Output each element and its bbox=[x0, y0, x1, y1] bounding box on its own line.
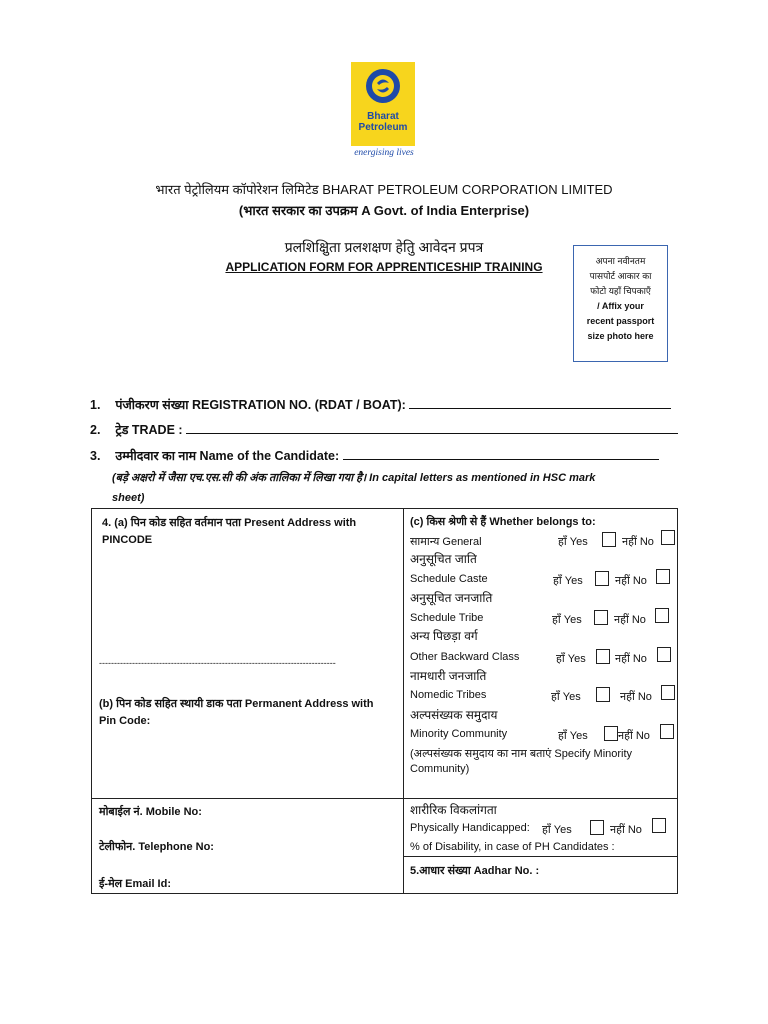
category-label: Schedule Tribe bbox=[410, 612, 484, 624]
photo-text-1: अपना नवीनतम bbox=[595, 256, 646, 266]
permanent-address-line-1: (b) पिन कोड सहित स्थायी डाक पता Permanent Address with bbox=[99, 698, 374, 710]
sc-hindi: अनुसूचित जाति bbox=[410, 552, 477, 566]
obc-hindi: अन्य पिछड़ा वर्ग bbox=[410, 629, 478, 643]
permanent-address-line-2: Pin Code: bbox=[99, 715, 151, 727]
aadhar-label[interactable]: 5.आधार संख्या Aadhar No. : bbox=[410, 865, 540, 877]
note-line-1: (बड़े अक्षरो में जैसा एच.एस.सी की अंक तालिका में लिखा गया है। In capital letters as mentioned in HSC mark bbox=[112, 472, 596, 484]
no-label: नहीं No bbox=[620, 691, 652, 703]
field-number-3: 3. bbox=[90, 449, 101, 463]
yes-checkbox[interactable] bbox=[604, 726, 618, 741]
bpcl-emblem-icon bbox=[365, 68, 401, 104]
yes-checkbox[interactable] bbox=[602, 532, 616, 547]
candidate-name-field[interactable] bbox=[90, 447, 659, 464]
capital-letters-note bbox=[112, 468, 672, 508]
category-heading: (c) किस श्रेणी से हैं Whether belongs to: bbox=[410, 516, 596, 528]
no-checkbox[interactable] bbox=[661, 685, 675, 700]
photo-text-6: size photo here bbox=[587, 331, 654, 341]
form-title-hindi: प्रलशिक्षिुता प्रलशक्षण हेतिु आवेदन प्रपत्र bbox=[284, 239, 484, 255]
category-row-obc bbox=[410, 648, 676, 668]
yes-checkbox[interactable] bbox=[594, 610, 608, 625]
minority-note-line-1: (अल्पसंख्यक समुदाय का नाम बताएं Specify Minority bbox=[410, 748, 633, 760]
form-title-english: APPLICATION FORM FOR APPRENTICESHIP TRAINING bbox=[225, 260, 543, 274]
email-label[interactable]: ई-मेल Email Id: bbox=[99, 878, 171, 890]
no-checkbox[interactable] bbox=[656, 569, 670, 584]
no-label: नहीं No bbox=[622, 536, 654, 548]
minority-note-line-2: Community) bbox=[410, 763, 470, 775]
candidate-name-label: उम्मीदवार का नाम Name of the Candidate: bbox=[115, 449, 343, 463]
note-line-2: sheet) bbox=[112, 492, 145, 504]
category-row-nt bbox=[410, 686, 676, 706]
yes-label: हाँ Yes bbox=[558, 536, 588, 548]
trade-blank[interactable] bbox=[186, 421, 678, 434]
no-checkbox[interactable] bbox=[660, 724, 674, 739]
no-label: नहीं No bbox=[615, 653, 647, 665]
registration-blank[interactable] bbox=[409, 396, 671, 409]
yes-label: हाँ Yes bbox=[542, 824, 572, 836]
trade-label: ट्रेड TRADE : bbox=[115, 423, 187, 437]
handicapped-row bbox=[410, 819, 676, 839]
permanent-address-label[interactable] bbox=[99, 696, 404, 730]
yes-label: हाँ Yes bbox=[558, 730, 588, 742]
yes-checkbox[interactable] bbox=[595, 571, 609, 586]
photo-box bbox=[573, 245, 668, 362]
st-hindi: अनुसूचित जनजाति bbox=[410, 591, 493, 605]
no-checkbox[interactable] bbox=[657, 647, 671, 662]
candidate-name-blank[interactable] bbox=[343, 447, 659, 460]
present-address-line-2: PINCODE bbox=[102, 534, 153, 546]
registration-field[interactable] bbox=[90, 396, 671, 413]
registration-label: पंजीकरण संख्या REGISTRATION NO. (RDAT / BOAT): bbox=[115, 398, 410, 412]
category-label: Nomedic Tribes bbox=[410, 689, 487, 701]
yes-checkbox[interactable] bbox=[590, 820, 604, 835]
minority-specify-note bbox=[410, 747, 672, 777]
org-title bbox=[0, 180, 768, 198]
no-label: नहीं No bbox=[614, 614, 646, 626]
category-label: Other Backward Class bbox=[410, 651, 520, 663]
bpcl-logo bbox=[351, 62, 415, 146]
table-divider-aadhar bbox=[403, 856, 677, 857]
disability-hindi: शारीरिक विकलांगता bbox=[410, 803, 497, 817]
no-checkbox[interactable] bbox=[652, 818, 666, 833]
yes-label: हाँ Yes bbox=[551, 691, 581, 703]
yes-label: हाँ Yes bbox=[552, 614, 582, 626]
yes-checkbox[interactable] bbox=[596, 649, 610, 664]
no-checkbox[interactable] bbox=[661, 530, 675, 545]
no-label: नहीं No bbox=[618, 730, 650, 742]
disability-percent-label: % of Disability, in case of PH Candidates : bbox=[410, 841, 615, 853]
logo-line-1: Bharat bbox=[367, 111, 399, 122]
present-address-label[interactable] bbox=[102, 515, 402, 549]
category-row-st bbox=[410, 609, 676, 629]
no-label: नहीं No bbox=[615, 575, 647, 587]
category-label: Schedule Caste bbox=[410, 573, 488, 585]
field-number-2: 2. bbox=[90, 423, 101, 437]
org-name: भारत पेट्रोलियम कॉपोरेशन लिमिटेड BHARAT PETROLEUM CORPORATION LIMITED bbox=[155, 182, 613, 197]
nt-hindi: नामधारी जनजाति bbox=[410, 669, 487, 683]
category-label: सामान्य General bbox=[410, 536, 482, 548]
table-divider-row bbox=[92, 798, 677, 799]
minority-hindi: अल्पसंख्यक समुदाय bbox=[410, 708, 498, 722]
field-number-1: 1. bbox=[90, 398, 101, 412]
photo-text-3: फोटो यहाँ चिपकाएँ bbox=[590, 286, 651, 296]
category-label: Minority Community bbox=[410, 728, 508, 740]
logo-tagline: energising lives bbox=[354, 148, 414, 158]
handicapped-label: Physically Handicapped: bbox=[410, 822, 530, 834]
photo-text-2: पासपोर्ट आकार का bbox=[589, 271, 652, 281]
yes-label: हाँ Yes bbox=[556, 653, 586, 665]
address-separator: ------------------------------------------------------------------------------- bbox=[99, 658, 336, 668]
no-label: नहीं No bbox=[610, 824, 642, 836]
present-address-line-1: 4. (a) पिन कोड सहित वर्तमान पता Present Address with bbox=[102, 517, 357, 529]
org-subtitle: (भारत सरकार का उपक्रम A Govt. of India Enterprise) bbox=[238, 203, 530, 218]
category-row-minority bbox=[410, 725, 676, 745]
no-checkbox[interactable] bbox=[655, 608, 669, 623]
category-row-sc bbox=[410, 570, 676, 590]
yes-label: हाँ Yes bbox=[553, 575, 583, 587]
mobile-label[interactable]: मोबाईल नं. Mobile No: bbox=[99, 806, 202, 818]
yes-checkbox[interactable] bbox=[596, 687, 610, 702]
logo-line-2: Petroleum bbox=[358, 122, 408, 133]
photo-text-4: / Affix your bbox=[597, 301, 644, 311]
photo-text-5: recent passport bbox=[586, 316, 655, 326]
trade-field[interactable] bbox=[90, 421, 678, 438]
telephone-label[interactable]: टेलीफोन. Telephone No: bbox=[99, 841, 214, 853]
category-row-general bbox=[410, 531, 676, 551]
